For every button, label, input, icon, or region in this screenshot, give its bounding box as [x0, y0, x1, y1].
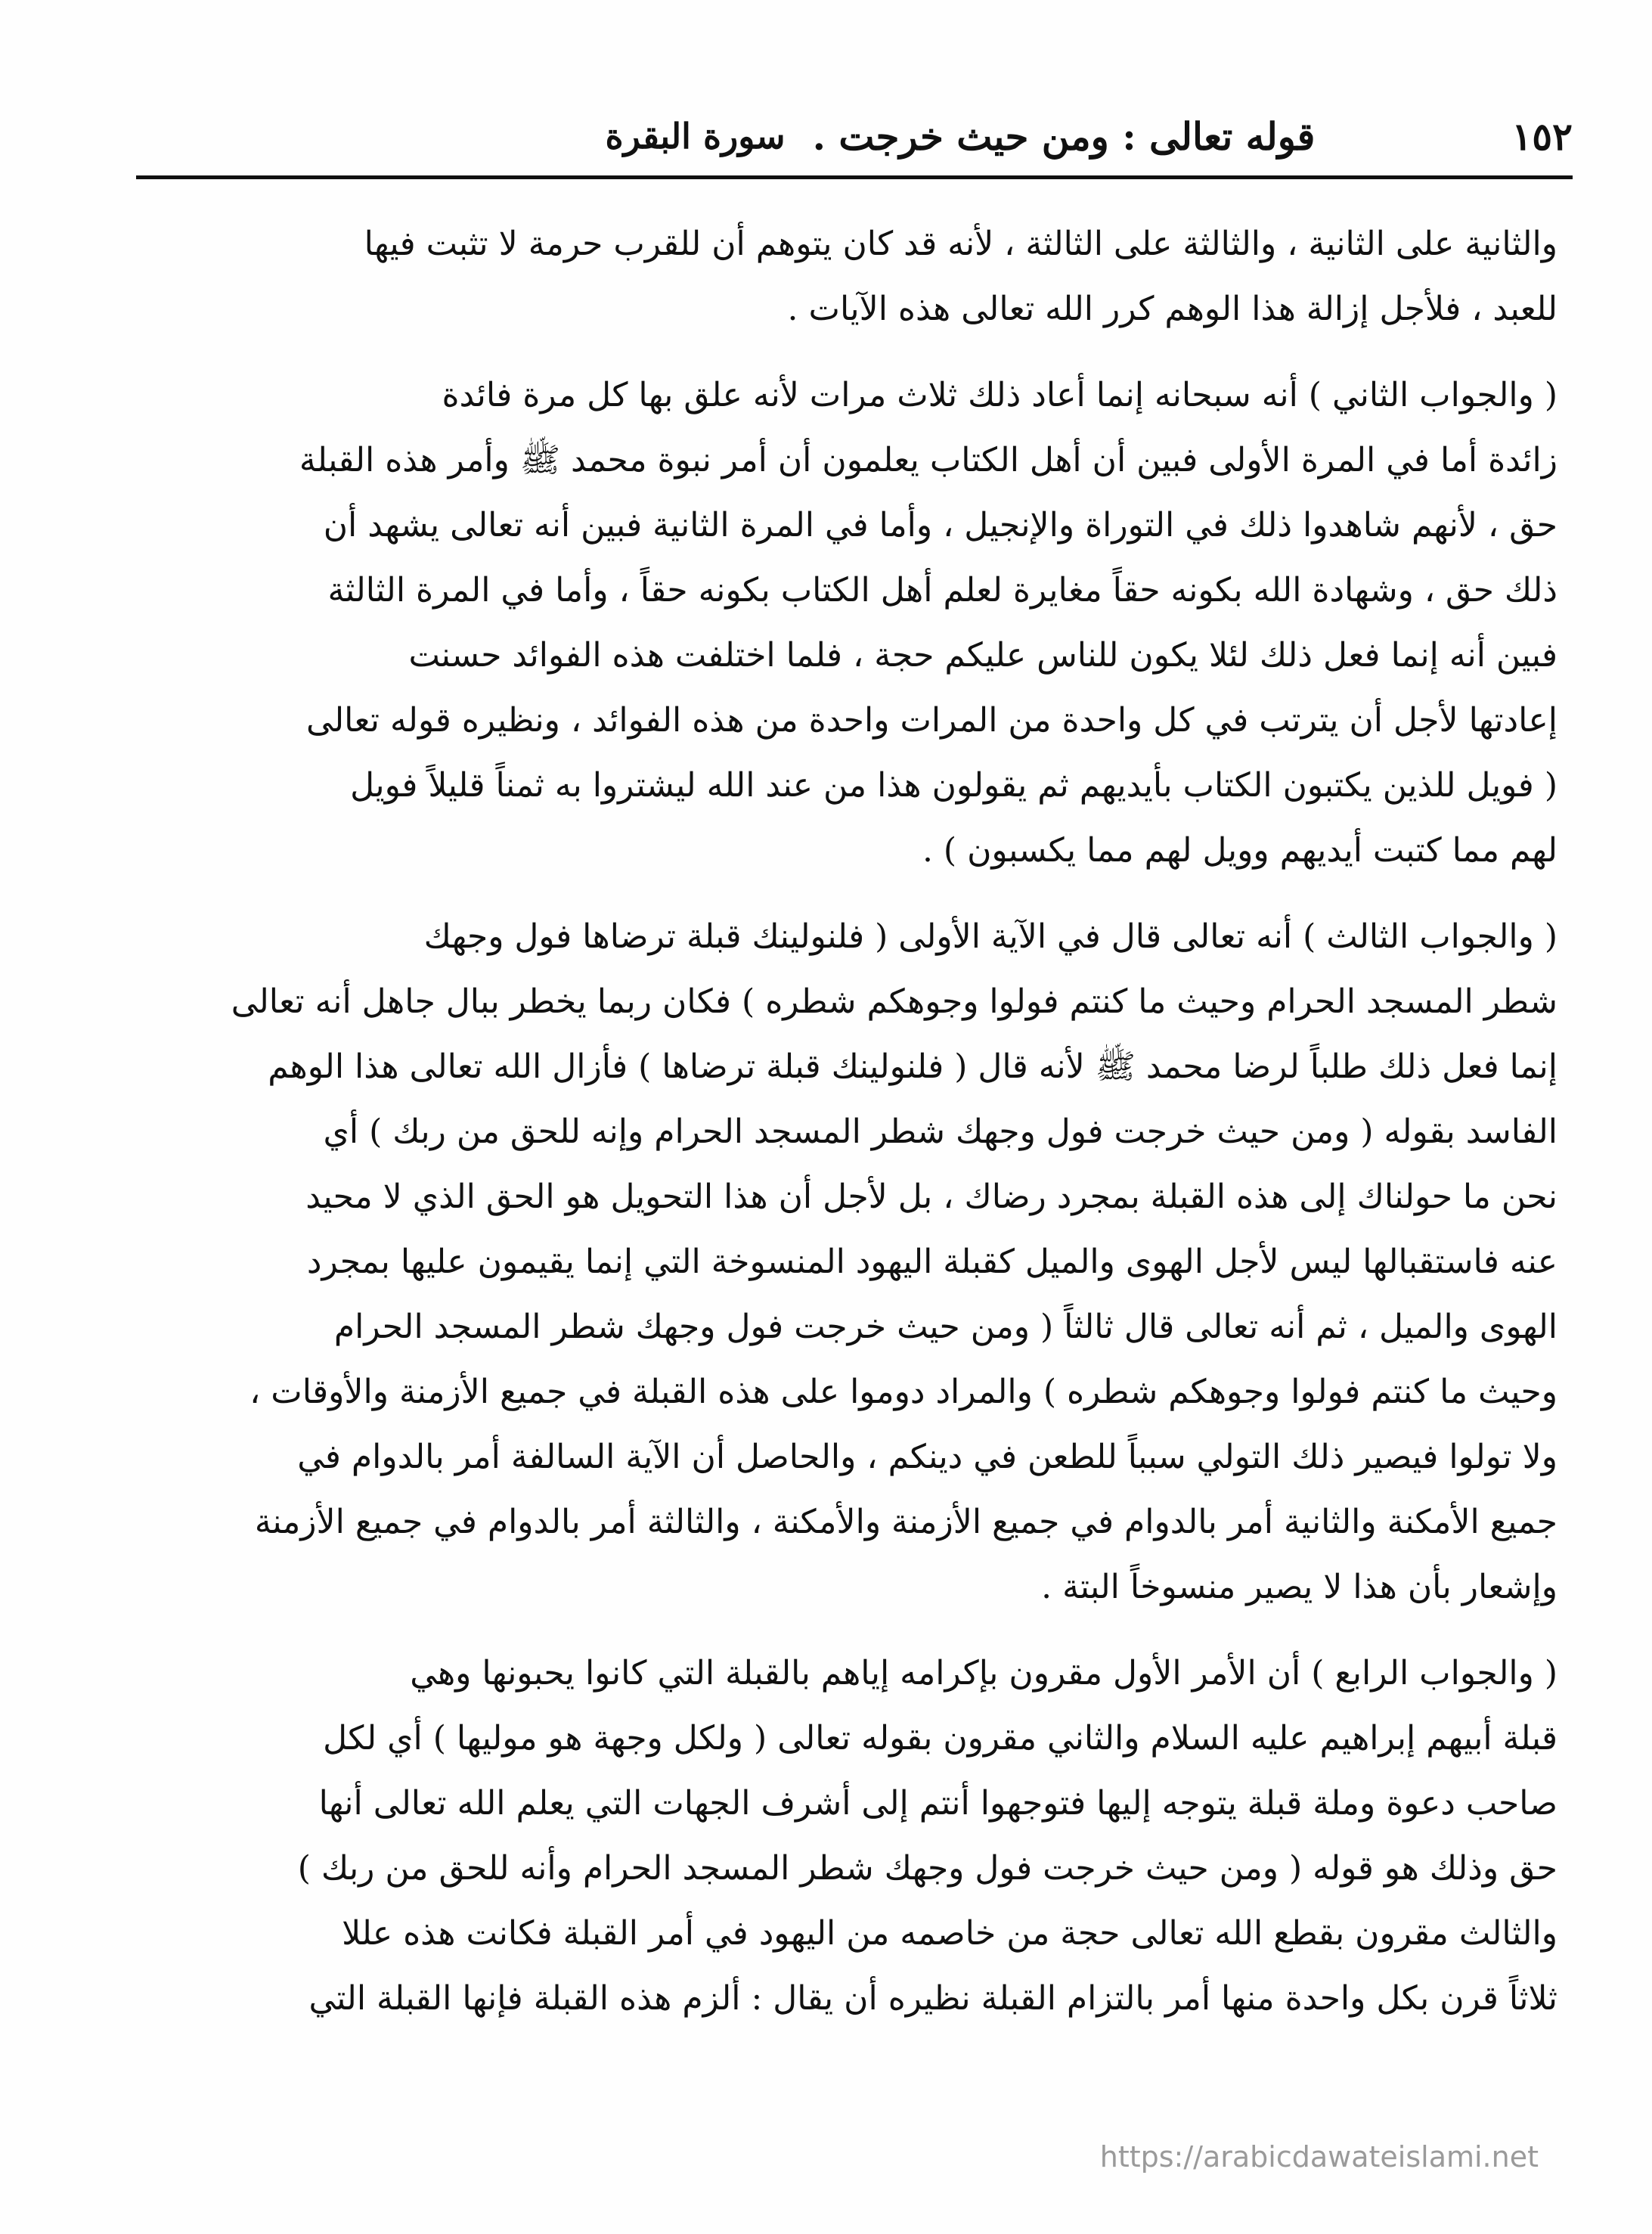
text-line: نحن ما حولناك إلى هذه القبلة بمجرد رضاك ، بل لأجل أن هذا التحويل هو الحق الذي لا محيد [305, 1178, 1557, 1216]
paragraph [106, 1641, 1557, 2031]
text-line: ( فويل للذين يكتبون الكتاب بأيديهم ثم يقولون هذا من عند الله ليشتروا به ثمناً قليلاً فويل [350, 766, 1557, 805]
text-line: وإشعار بأن هذا لا يصير منسوخاً البتة . [1041, 1568, 1557, 1606]
text-line: إنما فعل ذلك طلباً لرضا محمد ﷺ لأنه قال ( فلنولينك قبلة ترضاها ) فأزال الله تعالى هذا الوهم [268, 1047, 1557, 1086]
page-number: ١٥٢ [1511, 113, 1573, 159]
text-line: ثلاثاً قرن بكل واحدة منها أمر بالتزام القبلة نظيره أن يقال : ألزم هذه القبلة فإنها القبلة التي [308, 1979, 1557, 2018]
text-line: صاحب دعوة وملة قبلة يتوجه إليها فتوجهوا أنتم إلى أشرف الجهات التي يعلم الله تعالى أنها [318, 1784, 1557, 1823]
header-rule [136, 175, 1573, 179]
surah-name: سورة البقرة [605, 116, 786, 157]
text-line: عنه فاستقبالها ليس لأجل الهوى والميل كقبلة اليهود المنسوخة التي إنما يقيمون عليها بمجرد [306, 1243, 1557, 1281]
text-line: ولا تولوا فيصير ذلك التولي سبباً للطعن في دينكم ، والحاصل أن الآية السالفة أمر بالدوام في [297, 1438, 1557, 1476]
text-line: ( والجواب الثالث ) أنه تعالى قال في الآية الأولى ( فلنولينك قبلة ترضاها فول وجهك [423, 917, 1557, 956]
paragraph [106, 363, 1557, 883]
page-header [136, 98, 1573, 174]
text-line: للعبد ، فلأجل إزالة هذا الوهم كرر الله تعالى هذه الآيات . [787, 290, 1557, 328]
text-line: قبلة أبيهم إبراهيم عليه السلام والثاني مقرون بقوله تعالى ( ولكل وجهة هو موليها ) أي لكل [323, 1719, 1557, 1758]
text-line: حق وذلك هو قوله ( ومن حيث خرجت فول وجهك شطر المسجد الحرام وأنه للحق من ربك ) [297, 1849, 1557, 1888]
paragraph [106, 212, 1557, 342]
text-line: جميع الأمكنة والثانية أمر بالدوام في جميع الأزمنة والأمكنة ، والثالثة أمر بالدوام في جميع الأزمنة [254, 1503, 1557, 1541]
text-line: حق ، لأنهم شاهدوا ذلك في التوراة والإنجيل ، وأما في المرة الثانية فبين أنه تعالى يشهد أن [323, 506, 1557, 545]
text-line: ( والجواب الثاني ) أنه سبحانه إنما أعاد ذلك ثلاث مرات لأنه علق بها كل مرة فائدة [442, 376, 1557, 414]
watermark-url: https://arabicdawateislami.net [1099, 2140, 1539, 2173]
text-line: والثالث مقرون بقطع الله تعالى حجة من خاصمه من اليهود في أمر القبلة فكانت هذه عللا [342, 1914, 1557, 1953]
text-line: شطر المسجد الحرام وحيث ما كنتم فولوا وجوهكم شطره ) فكان ربما يخطر ببال جاهل أنه تعالى [231, 982, 1557, 1021]
body-text [106, 212, 1557, 2052]
text-line: فبين أنه إنما فعل ذلك لئلا يكون للناس عليكم حجة ، فلما اختلفت هذه الفوائد حسنت [408, 636, 1557, 675]
text-line: وحيث ما كنتم فولوا وجوهكم شطره ) والمراد دوموا على هذه القبلة في جميع الأزمنة والأوقات ، [250, 1373, 1557, 1411]
text-line: الهوى والميل ، ثم أنه تعالى قال ثالثاً ( ومن حيث خرجت فول وجهك شطر المسجد الحرام [333, 1308, 1557, 1346]
text-line: والثانية على الثانية ، والثالثة على الثالثة ، لأنه قد كان يتوهم أن للقرب حرمة لا تثبت فيها [364, 225, 1557, 263]
text-line: الفاسد بقوله ( ومن حيث خرجت فول وجهك شطر المسجد الحرام وإنه للحق من ربك ) أي [323, 1112, 1557, 1151]
text-line: ذلك حق ، وشهادة الله بكونه حقاً مغايرة لعلم أهل الكتاب بكونه حقاً ، وأما في المرة الثالثة [327, 571, 1557, 610]
running-title: قوله تعالى : ومن حيث خرجت . [812, 113, 1316, 159]
text-line: إعادتها لأجل أن يترتب في كل واحدة من المرات واحدة من هذه الفوائد ، ونظيره قوله تعالى [306, 701, 1557, 740]
text-line: ( والجواب الرابع ) أن الأمر الأول مقرون بإكرامه إياهم بالقبلة التي كانوا يحبونها وهي [410, 1654, 1557, 1693]
text-line: زائدة أما في المرة الأولى فبين أن أهل الكتاب يعلمون أن أمر نبوة محمد ﷺ وأمر هذه القبلة [299, 441, 1557, 479]
text-line: لهم مما كتبت أيديهم وويل لهم مما يكسبون ) . [922, 831, 1557, 870]
paragraph [106, 904, 1557, 1620]
